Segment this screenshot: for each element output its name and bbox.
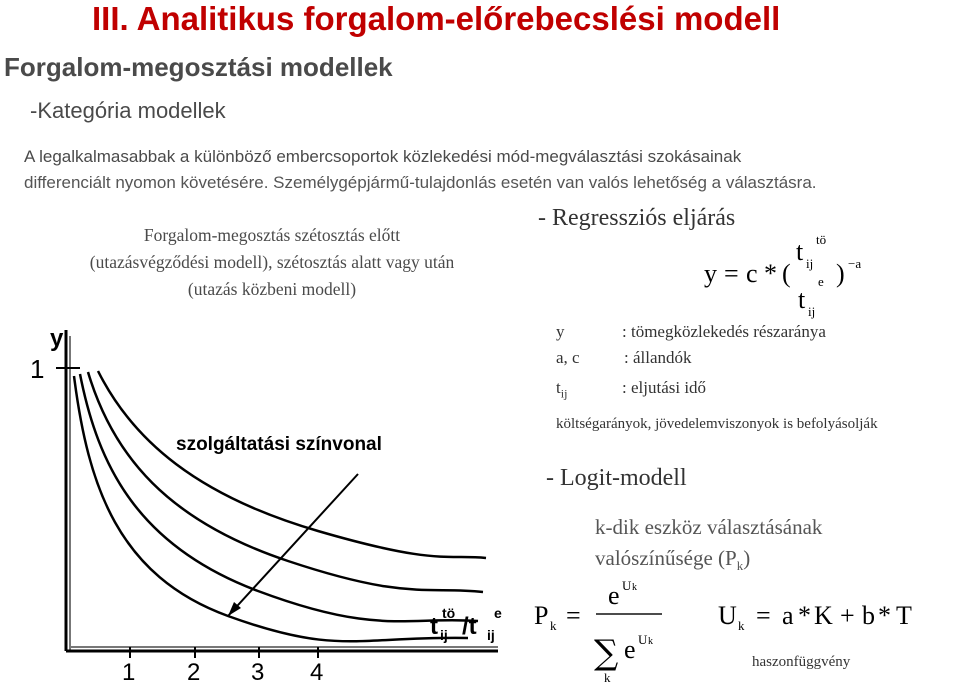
y-tick-label: 1 (30, 354, 45, 384)
logit-desc-line-1: k-dik eszköz választásának (595, 515, 823, 539)
formula-sub-den: ij (808, 304, 816, 319)
x-label-sup1: tö (442, 605, 456, 621)
x-tick-label-2: 2 (187, 659, 201, 686)
caption-line-3: (utazás közbeni modell) (187, 279, 357, 299)
intro-line-1: A legalkalmasabbak a különböző embercsoportok közlekedési mód-megválasztási szokásainak (24, 147, 742, 166)
logit-desc-post: ) (743, 546, 751, 570)
caption-line-2: (utazásvégződési modell), szétosztás alatt vagy után (89, 252, 455, 272)
logit-den-sup: U (638, 632, 648, 647)
util-plus: + (840, 601, 855, 630)
logit-eq: = (566, 601, 581, 630)
intro-line-2: differenciált nyomon követésére. Személygépjármű-tulajdonlás esetén van valós lehetőség a választásra. (24, 173, 817, 192)
caption-line-1: Forgalom-megosztás szétosztás előtt (143, 225, 401, 245)
formula-c: c (746, 259, 758, 288)
logit-num-e: e (608, 581, 620, 610)
utility-formula (716, 596, 942, 636)
curve-label: szolgáltatási színvonal (176, 434, 382, 455)
logit-num-sup-sub: k (632, 582, 637, 593)
logit-num-sup: U (622, 578, 632, 593)
x-label-sup2: e (494, 605, 502, 621)
logit-description (595, 512, 822, 581)
formula-star: * (764, 259, 777, 288)
x-label-slash: /t (462, 613, 477, 640)
regression-heading: - Regressziós eljárás (538, 205, 736, 231)
graph-caption (32, 222, 512, 303)
formula-sup-den: e (818, 274, 824, 289)
legend-row-ac (556, 348, 580, 368)
x-label-t: t (430, 613, 438, 640)
util-a: a (782, 601, 794, 630)
logit-desc-pre: valószínűsége (P (595, 546, 737, 570)
util-eq: = (756, 601, 771, 630)
x-tick-label-3: 3 (251, 659, 265, 686)
regression-formula (700, 228, 880, 320)
formula-close: ) (836, 259, 845, 288)
legend-symbol: y (556, 322, 565, 341)
util-u: U (718, 601, 737, 630)
logit-sigma-sub: k (604, 670, 611, 685)
util-u-sub: k (738, 618, 745, 633)
legend-symbol: t (556, 378, 561, 397)
formula-t-den: t (798, 285, 806, 314)
formula-open: ( (782, 259, 791, 288)
util-star1: * (798, 601, 811, 630)
page-subtitle: Forgalom-megosztási modellek (4, 52, 393, 82)
formula-sub-num: ij (806, 256, 814, 271)
influence-note: költségarányok, jövedelemviszonyok is befolyásolják (556, 416, 878, 432)
logit-heading: - Logit-modell (546, 465, 687, 491)
legend-symbol: a, c (556, 348, 580, 367)
formula-t-num: t (796, 237, 804, 266)
y-axis-label: y (50, 325, 64, 352)
intro-text (24, 144, 817, 196)
logit-formula (530, 572, 700, 689)
logit-den-e: e (624, 635, 636, 664)
logit-p-sub: k (550, 618, 557, 633)
page-title: III. Analitikus forgalom-előrebecslési modell (92, 0, 781, 37)
legend-desc-t: : eljutási idő (622, 378, 707, 397)
logit-den-sup-sub: k (648, 636, 653, 647)
x-tick-label-4: 4 (310, 659, 324, 686)
util-k: K (814, 601, 833, 630)
logit-desc-sub: k (736, 558, 744, 574)
legend-desc-y: : tömegközlekedés részaránya (622, 322, 826, 341)
legend-desc-ac: : állandók (624, 348, 692, 367)
util-t: T (896, 601, 912, 630)
logit-p: P (534, 601, 549, 630)
formula-exp: −a (848, 256, 862, 271)
formula-sup-num: tö (816, 232, 827, 247)
utility-caption: haszonfüggvény (752, 654, 851, 670)
logit-sigma: ∑ (594, 633, 619, 673)
legend-row-y (556, 322, 565, 342)
formula-eq: = (724, 259, 739, 288)
x-tick-label-1: 1 (122, 659, 136, 686)
modal-split-graph (28, 316, 510, 688)
x-label-sub2: ij (487, 627, 495, 643)
section-heading: -Kategória modellek (30, 98, 226, 123)
legend-row-t (556, 378, 567, 401)
legend-symbol-sub: ij (560, 386, 568, 401)
formula-lhs: y (704, 259, 717, 288)
util-b: b (862, 601, 875, 630)
util-star2: * (878, 601, 891, 630)
x-label-sub1: ij (440, 627, 448, 643)
